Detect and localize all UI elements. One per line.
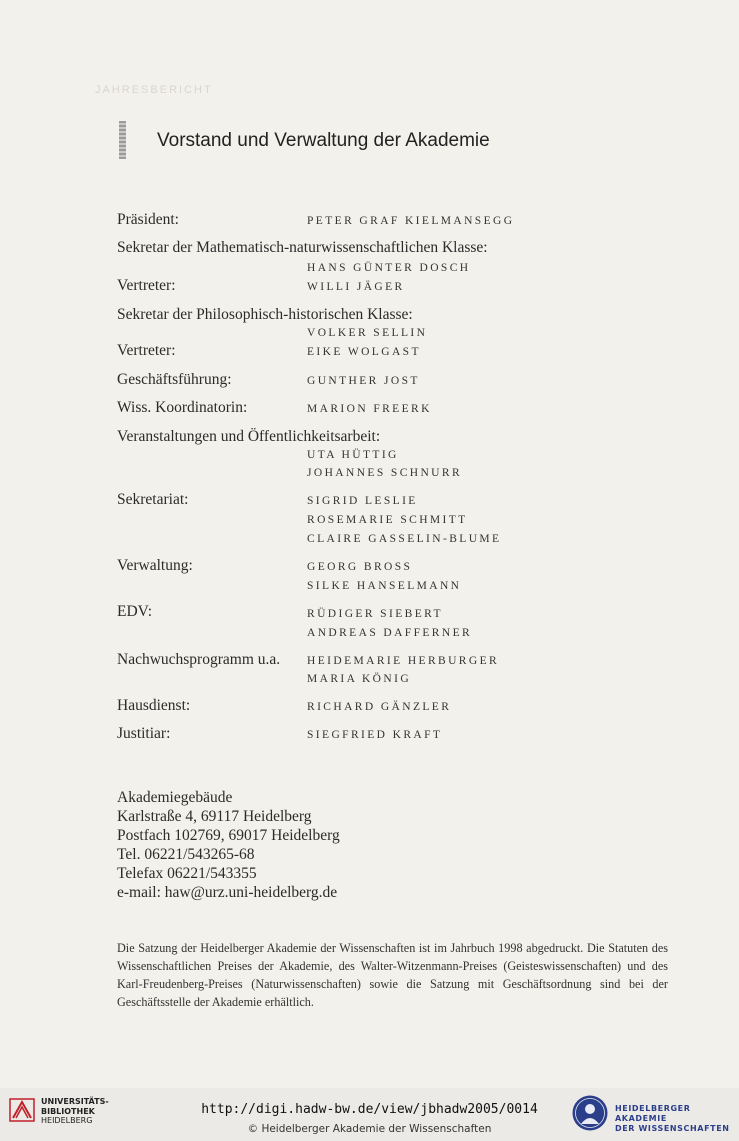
ub-line: HEIDELBERG [41,1116,93,1125]
entry-name: RÜDIGER SIEBERT [307,608,443,620]
entry-label: Geschäftsführung: [117,371,232,388]
permalink-url[interactable]: http://digi.hadw-bw.de/view/jbhadw2005/0014 [201,1102,538,1117]
entry-label: Veranstaltungen und Öffentlichkeitsarbeit: [117,428,381,445]
page-title: Vorstand und Verwaltung der Akademie [157,130,490,151]
entry-name: ROSEMARIE SCHMITT [307,514,468,526]
entry-name: RICHARD GÄNZLER [307,701,452,713]
entry-name: PETER GRAF KIELMANSEGG [307,215,515,227]
entry-label: Sekretar der Mathematisch-naturwissenschaftlichen Klasse: [117,239,488,256]
entry-name: HANS GÜNTER DOSCH [307,262,471,274]
ub-line: UNIVERSITÄTS- [41,1097,109,1106]
entry-label: Vertreter: [117,277,176,294]
entry-name: MARIA KÖNIG [307,673,412,685]
entry-label: Nachwuchsprogramm u.a. [117,651,281,668]
entry-label: EDV: [117,603,153,620]
entry-label: Sekretar der Philosophisch-historischen Klasse: [117,306,413,323]
academy-name [615,1104,739,1134]
faded-running-header: JAHRESBERICHT [95,84,213,96]
entry-name: EIKE WOLGAST [307,346,421,358]
academy-seal-icon [571,1094,609,1132]
entry-name: HEIDEMARIE HERBURGER [307,655,500,667]
ub-line: BIBLIOTHEK [41,1106,95,1116]
entry-name: VOLKER SELLIN [307,327,428,339]
address-street: Karlstraße 4, 69117 Heidelberg [117,808,312,825]
entry-label: Vertreter: [117,342,176,359]
entry-name: SIEGFRIED KRAFT [307,729,443,741]
entry-name: CLAIRE GASSELIN-BLUME [307,533,502,545]
entry-name: SILKE HANSELMANN [307,580,462,592]
address-building: Akademiegebäude [117,789,233,806]
entry-name: UTA HÜTTIG [307,449,399,461]
entry-name: ANDREAS DAFFERNER [307,627,473,639]
entry-name: MARION FREERK [307,403,432,415]
entry-label: Hausdienst: [117,697,191,714]
entry-label: Präsident: [117,211,179,228]
entry-label: Sekretariat: [117,491,189,508]
entry-name: WILLI JÄGER [307,281,405,293]
viewer-footer [0,1088,739,1141]
entry-label: Wiss. Koordinatorin: [117,399,248,416]
entry-name: JOHANNES SCHNURR [307,467,463,479]
entry-label: Justitiar: [117,725,171,742]
academy-line: DER WISSENSCHAFTEN [615,1124,730,1133]
entry-label: Verwaltung: [117,557,193,574]
academy-line: HEIDELBERGER AKADEMIE [615,1104,691,1123]
entry-name: GUNTHER JOST [307,375,420,387]
address-fax: Telefax 06221/543355 [117,865,257,882]
entry-name: SIGRID LESLIE [307,495,418,507]
section-marker-bar [119,121,126,159]
address-postbox: Postfach 102769, 69017 Heidelberg [117,827,340,844]
copyright-notice: © Heidelberger Akademie der Wissenschaften [247,1123,492,1135]
address-phone: Tel. 06221/543265-68 [117,846,255,863]
statutes-note: Die Satzung der Heidelberger Akademie der Wissenschaften ist im Jahrbuch 1998 abgedruckt. Die Statuten des Wissenschaftlichen Preises der Akademie, des Walter-Witzenmann-Preises (Geisteswissenschaften) und des Karl-Freudenberg-Preises (Naturwissenschaften) sowie die Satzung mit Geschäftsordnung sind bei der Geschäftsstelle der Akademie erhältlich. [117,941,668,1009]
entry-name: GEORG BROSS [307,561,413,573]
address-email: e-mail: haw@urz.uni-heidelberg.de [117,884,338,901]
